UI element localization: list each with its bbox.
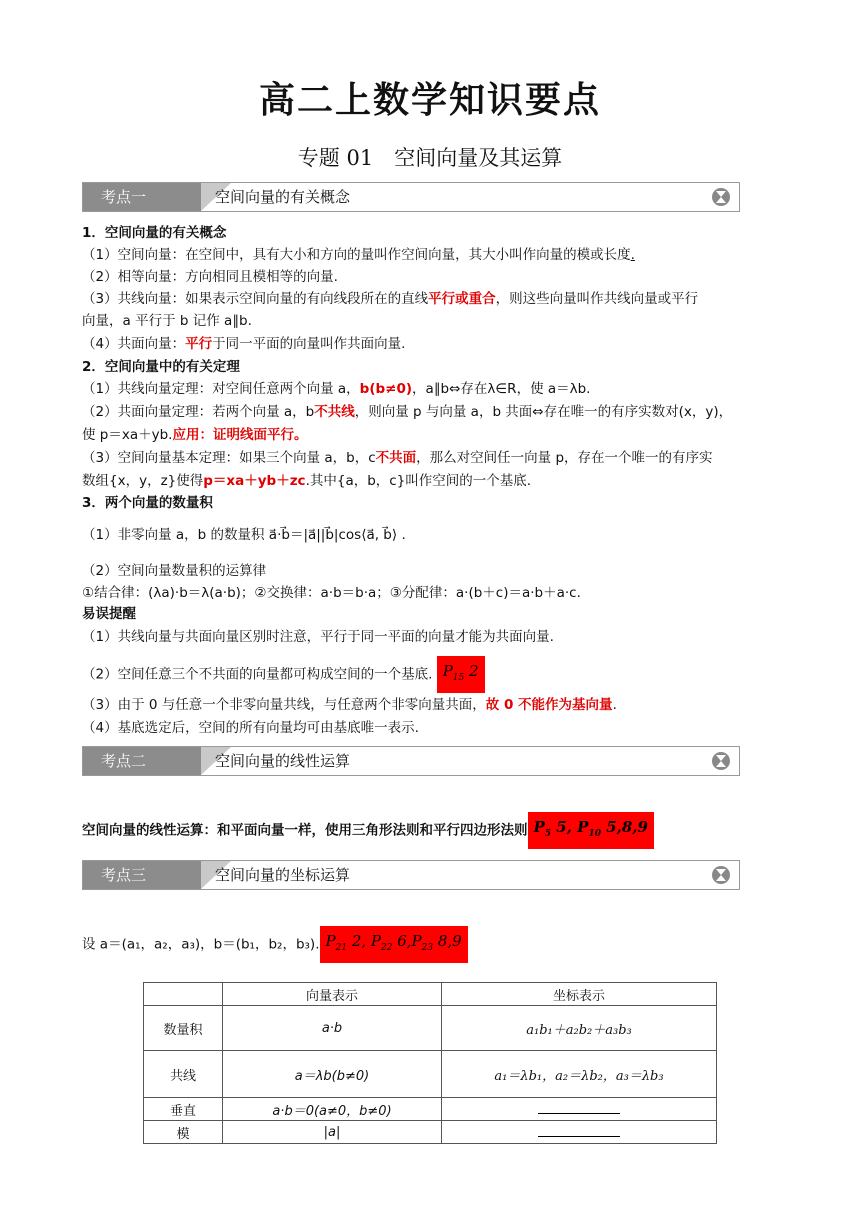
section-bar-3	[82, 860, 740, 890]
page-subtitle: 专题 01 空间向量及其运算	[297, 146, 563, 170]
section-tag: 考点三	[101, 866, 147, 884]
table-cell: 模	[144, 1121, 223, 1144]
section-tag: 考点二	[101, 752, 147, 770]
heading-1: 1．空间向量的有关概念	[82, 225, 227, 241]
line: （2）空间向量数量积的运算律	[82, 563, 267, 579]
table-cell: 垂直	[144, 1098, 223, 1121]
hourglass-icon	[711, 751, 731, 771]
section-heading: 空间向量的坐标运算	[215, 866, 351, 884]
line: 设 a＝(a₁，a₂，a₃)，b＝(b₁，b₂，b₃). $P_{21}$ 2, $P_{22}$ $6,P_{23}$ 8,9	[82, 926, 782, 963]
section-heading: 空间向量的有关概念	[215, 188, 351, 206]
heading-2: 2．空间向量中的有关定理	[82, 359, 240, 375]
table-cell: 共线	[144, 1051, 223, 1098]
line: （1）非零向量 a，b 的数量积 a⃗·b⃗＝|a⃗||b⃗|cos⟨a⃗, b⃗⟩ .	[82, 527, 406, 543]
line: 使 p＝xa＋yb.应用：证明线面平行。	[82, 427, 308, 443]
table-cell: a₁b₁＋a₂b₂＋a₃b₃	[442, 1006, 717, 1051]
line: （1）共线向量定理：对空间任意两个向量 a，b(b≠0)，a∥b⇔存在λ∈R，使 a＝λb.	[82, 381, 591, 397]
hourglass-icon	[711, 187, 731, 207]
line: （3）共线向量：如果表示空间向量的有向线段所在的直线平行或重合，则这些向量叫作共线向量或平行	[82, 291, 699, 307]
section-bar-2	[82, 746, 740, 776]
line: 向量，a 平行于 b 记作 a∥b.	[82, 313, 252, 329]
line: 空间向量的线性运算：和平面向量一样，使用三角形法则和平行四边形法则 $P_5$ 5, $P_{10}$ 5,8,9	[82, 812, 782, 849]
table-header-row	[144, 983, 717, 1006]
line: 数组{x，y，z}使得p＝xa＋yb＋zc.其中{a，b，c}叫作空间的一个基底.	[82, 473, 532, 489]
table-row	[144, 1006, 717, 1051]
table-row	[144, 1121, 717, 1144]
page-ref-badge: $P_{21}$ 2, $P_{22}$ $6,P_{23}$ 8,9	[320, 926, 468, 963]
line: （4）基底选定后，空间的所有向量均可由基底唯一表示.	[82, 720, 419, 736]
table-row	[144, 1051, 717, 1098]
page-ref-badge: $P_{15}$ 2	[437, 656, 485, 693]
section-tag: 考点一	[101, 188, 147, 206]
section-heading: 空间向量的线性运算	[215, 752, 351, 770]
answer-blank[interactable]	[538, 1124, 620, 1137]
table-cell: a·b＝0(a≠0，b≠0)	[223, 1098, 442, 1121]
section-bar-1	[82, 182, 740, 212]
line: （1）空间向量：在空间中，具有大小和方向的量叫作空间向量，其大小叫作向量的模或长度.	[82, 247, 635, 263]
line: （2）共面向量定理：若两个向量 a，b不共线，则向量 p 与向量 a，b 共面⇔存在唯一的有序实数对(x，y)，	[82, 404, 733, 420]
table-header: 坐标表示	[442, 983, 717, 1006]
line: ①结合律：(λa)·b＝λ(a·b)；②交换律：a·b＝b·a；③分配律：a·(b＋c)＝a·b＋a·c.	[82, 585, 581, 601]
table-cell	[442, 1121, 717, 1144]
table-cell: a·b	[223, 1006, 442, 1051]
line: （3）由于 0 与任意一个非零向量共线，与任意两个非零向量共面，故 0 不能作为基向量.	[82, 697, 617, 713]
table-cell: a＝λb(b≠0)	[223, 1051, 442, 1098]
line: （2）空间任意三个不共面的向量都可构成空间的一个基底. $P_{15}$ 2	[82, 656, 782, 693]
hourglass-icon	[711, 865, 731, 885]
table-cell: a₁＝λb₁，a₂＝λb₂，a₃＝λb₃	[442, 1051, 717, 1098]
line: （2）相等向量：方向相同且模相等的向量.	[82, 269, 338, 285]
line: （4）共面向量：平行于同一平面的向量叫作共面向量.	[82, 336, 406, 352]
answer-blank[interactable]	[538, 1101, 620, 1114]
table-header	[144, 983, 223, 1006]
warning-heading: 易误提醒	[82, 606, 136, 622]
table-header: 向量表示	[223, 983, 442, 1006]
line: （1）共线向量与共面向量区别时注意，平行于同一平面的向量才能为共面向量.	[82, 629, 554, 645]
page-ref-badge: $P_5$ 5, $P_{10}$ 5,8,9	[528, 812, 654, 849]
table-row	[144, 1098, 717, 1121]
coordinate-table	[143, 982, 717, 1144]
table-cell: 数量积	[144, 1006, 223, 1051]
page-title: 高二上数学知识要点	[258, 80, 601, 121]
table-cell	[442, 1098, 717, 1121]
heading-3: 3．两个向量的数量积	[82, 495, 213, 511]
line: （3）空间向量基本定理：如果三个向量 a，b，c不共面，那么对空间任一向量 p，存在一个唯一的有序实	[82, 450, 713, 466]
table-cell: |a|	[223, 1121, 442, 1144]
